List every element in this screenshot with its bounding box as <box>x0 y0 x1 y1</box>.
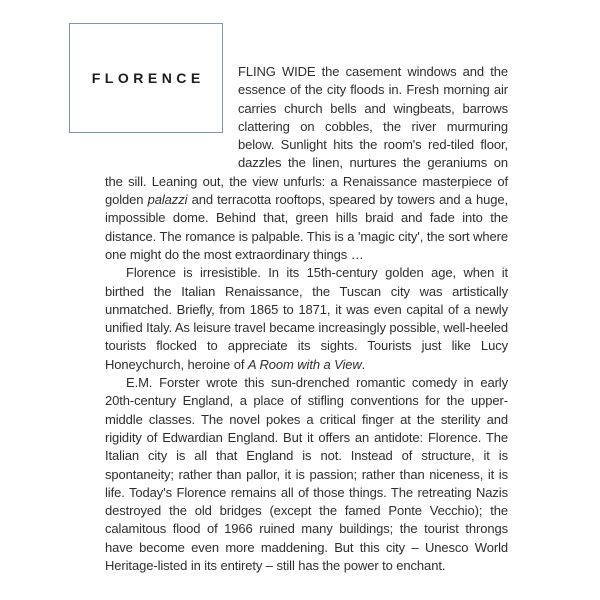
paragraph <box>105 264 508 374</box>
text-run: and terracotta rooftops, speared by towers and a huge, impossible dome. Behind that, green hills braid and fade into the distance. The romance is palpable. This is a 'magic city', the sort where one might do the most extraordinary things … <box>105 192 508 262</box>
title-box-wrap-spacer <box>105 63 238 155</box>
text-run: . <box>361 356 366 372</box>
text-run: FLING WIDE the casement windows and the essence of the city floods in. Fresh morning air carries church bells and wingbeats, barrows clattering on cobbles, the river murmuring below. Sunlight hits the room's red-tiled floor, dazzles the linen, nurtures the geraniums on the sill. Leaning out, the view unfurls: a Renaissance masterpiece of golden <box>105 64 508 208</box>
paragraph <box>105 374 508 575</box>
italic-text-run: palazzi <box>147 192 188 208</box>
text-run: E.M. Forster wrote this sun-drenched romantic comedy in early 20th-century England, a place of stifling conventions for the upper-middle classes. The novel pokes a critical finger at the sterility and rigidity of Edwardian England. But it offers an antidote: Florence. The Italian city is all that England is not. Instead of structure, it is spontaneity; rather than pallor, it is passion; rather than niceness, it is life. Today's Florence remains all of those things. The retreating Nazis destroyed the old bridges (except the famed Ponte Vecchio); the calamitous flood of 1966 ruined many buildings; the tourist throngs have become even more maddening. But this city – Unesco World Heritage-listed in its entirety – still has the power to enchant. <box>105 375 508 574</box>
text-run: Florence is irresistible. In its 15th-century golden age, when it birthed the Italian Renaissance, the Tuscan city was artistically unmatched. Briefly, from 1865 to 1871, it was even capital of a newly unified Italy. As leisure travel became increasingly possible, well-heeled tourists flocked to appreciate its sights. Tourists just like Lucy Honeychurch, heroine of <box>105 265 508 372</box>
article-text <box>105 63 508 575</box>
chapter-title: FLORENCE <box>91 70 205 86</box>
italic-text-run: A Room with a View <box>247 356 362 372</box>
